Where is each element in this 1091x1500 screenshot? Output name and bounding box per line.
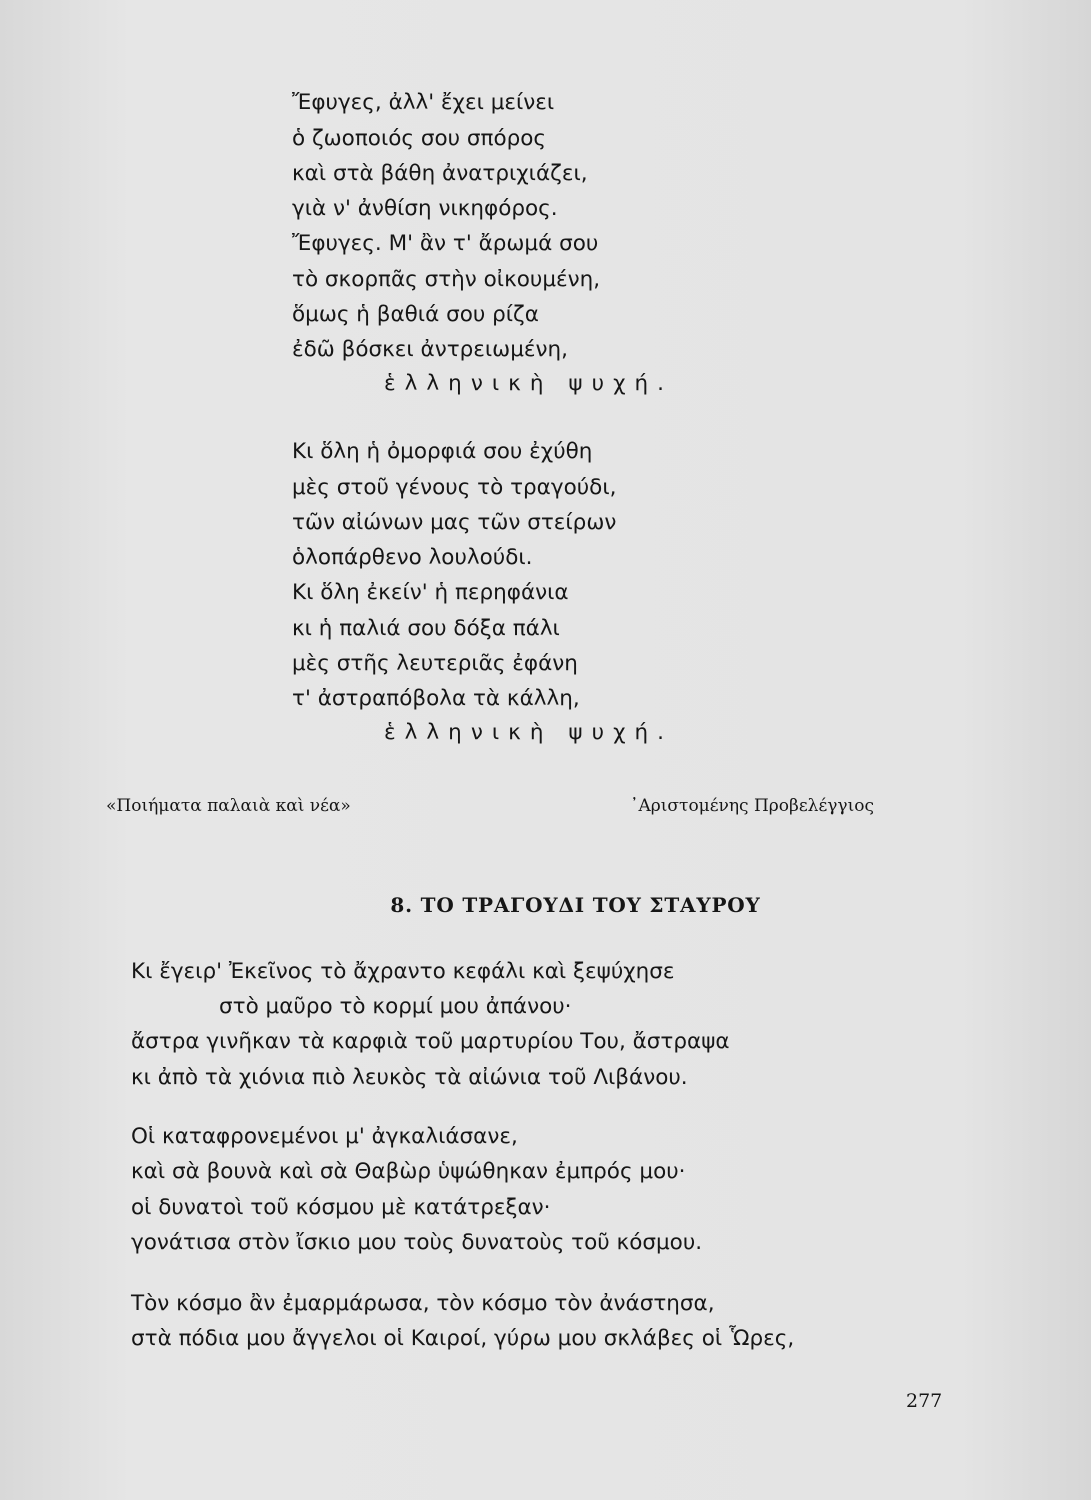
verse-line: Οἱ καταφρονεμένοι μ' ἀγκαλιάσανε,	[131, 1124, 518, 1149]
verse-line: ὅμως ἡ βαθιά σου ρίζα	[292, 302, 539, 327]
verse-line: Ἔφυγες. Μ' ἂν τ' ἄρωμά σου	[292, 231, 599, 256]
verse-line: Κι ὅλη ἐκείν' ἡ περηφάνια	[292, 580, 569, 605]
page-number: 277	[906, 1390, 943, 1412]
refrain-line: ἑλληνικὴ ψυχή.	[384, 371, 674, 396]
verse-line: μὲς στοῦ γένους τὸ τραγούδι,	[292, 475, 617, 500]
poem-source: «Ποιήματα παλαιὰ καὶ νέα»	[106, 796, 351, 816]
poem-author: ᾿Αριστομένης Προβελέγγιος	[630, 796, 874, 816]
verse-line: ἐδῶ βόσκει ἀντρειωμένη,	[292, 337, 568, 362]
verse-line: Τὸν κόσμο ἂν ἐμαρμάρωσα, τὸν κόσμο τὸν ἀνάστησα,	[131, 1291, 715, 1316]
verse-line: οἱ δυνατοὶ τοῦ κόσμου μὲ κατάτρεξαν·	[131, 1195, 551, 1220]
verse-line: ὁ ζωοποιός σου σπόρος	[292, 126, 547, 151]
verse-line: ἄστρα γινῆκαν τὰ καρφιὰ τοῦ μαρτυρίου Του, ἄστραψα	[131, 1029, 730, 1054]
verse-line: γονάτισα στὸν ἴσκιο μου τοὺς δυνατοὺς τοῦ κόσμου.	[131, 1230, 703, 1255]
verse-line: Κι ἔγειρ' Ἐκεῖνος τὸ ἄχραντο κεφάλι καὶ ξεψύχησε	[131, 959, 675, 984]
section-heading: 8. ΤΟ ΤΡΑΓΟΥΔΙ ΤΟΥ ΣΤΑΥΡΟΥ	[390, 893, 761, 917]
verse-line: καὶ στὰ βάθη ἀνατριχιάζει,	[292, 161, 588, 186]
verse-line: τ' ἀστραπόβολα τὰ κάλλη,	[292, 686, 580, 711]
verse-line: Κι ὅλη ἡ ὀμορφιά σου ἐχύθη	[292, 439, 593, 464]
refrain-line: ἑλληνικὴ ψυχή.	[384, 720, 674, 745]
verse-line: Ἔφυγες, ἀλλ' ἔχει μείνει	[292, 90, 555, 115]
verse-line: ὁλοπάρθενο λουλούδι.	[292, 545, 533, 570]
verse-line: κι ἡ παλιά σου δόξα πάλι	[292, 616, 560, 641]
verse-line: στὰ πόδια μου ἄγγελοι οἱ Καιροί, γύρω μου σκλάβες οἱ Ὧρες,	[131, 1326, 795, 1351]
verse-line: στὸ μαῦρο τὸ κορμί μου ἀπάνου·	[219, 994, 572, 1019]
verse-line: γιὰ ν' ἀνθίση νικηφόρος.	[292, 196, 558, 221]
verse-line: καὶ σὰ βουνὰ καὶ σὰ Θαβὼρ ὑψώθηκαν ἐμπρός μου·	[131, 1159, 686, 1184]
verse-line: τῶν αἰώνων μας τῶν στείρων	[292, 510, 617, 535]
verse-line: μὲς στῆς λευτεριᾶς ἐφάνη	[292, 651, 578, 676]
verse-line: κι ἀπὸ τὰ χιόνια πιὸ λευκὸς τὰ αἰώνια τοῦ Λιβάνου.	[131, 1065, 688, 1090]
verse-line: τὸ σκορπᾶς στὴν οἰκουμένη,	[292, 267, 601, 292]
